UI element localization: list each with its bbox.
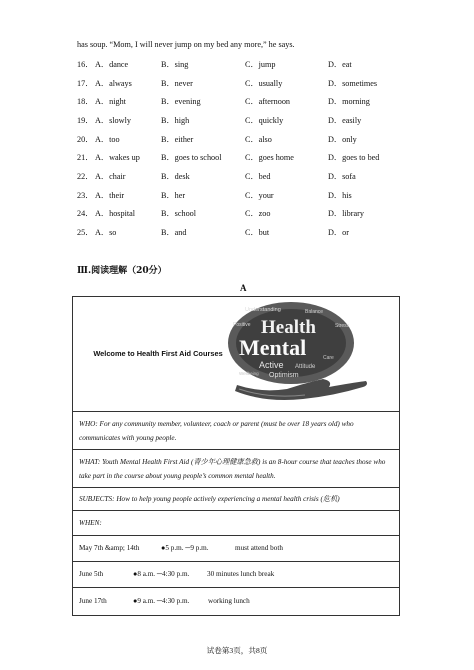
question-option-b: B．never: [161, 79, 193, 88]
question-option-a: A．slowly: [95, 116, 131, 125]
what-cell: WHAT: Youth Mental Health First Aid (青少年心理健康急救) is an 8-hour course that teaches those who take part in the course about young people’s common mental health.: [73, 450, 400, 488]
question-option-a: A．dance: [95, 60, 129, 69]
question-option-b: B．evening: [161, 97, 201, 106]
question-number: 17．: [77, 79, 94, 88]
question-option-c: C．afternoon: [245, 97, 291, 106]
question-option-c: C．also: [245, 135, 272, 144]
question-option-b: B．goes to school: [161, 153, 222, 162]
question-option-d: D．sometimes: [328, 79, 378, 88]
mental-health-word-cloud-image: [225, 299, 375, 409]
question-20: [77, 134, 407, 146]
question-option-a: A．their: [95, 191, 125, 200]
question-option-c: C．bed: [245, 172, 271, 181]
question-option-a: A．wakes up: [95, 153, 140, 162]
question-option-a: A．so: [95, 228, 117, 237]
question-option-b: B．her: [161, 191, 186, 200]
question-number: 18．: [77, 97, 94, 106]
schedule-time: ●5 p.m. ─9 p.m.: [161, 544, 209, 552]
question-option-a: A．too: [95, 135, 120, 144]
question-number: 19．: [77, 116, 94, 125]
question-option-a: 16．: [77, 60, 94, 69]
who-cell: WHO: For any community member, volunteer, coach or parent (must be over 18 years old) who communicates with young people.: [73, 412, 400, 450]
poster-cell: [73, 297, 400, 412]
schedule-row: [73, 588, 400, 616]
question-option-b: B．desk: [161, 172, 190, 181]
when-cell: WHEN:: [73, 511, 400, 536]
schedule-date: June 17th: [79, 597, 107, 605]
cloud-word-mental: Mental: [239, 335, 307, 360]
question-23: [77, 190, 407, 202]
course-poster-table: [72, 296, 400, 616]
question-option-c: C．goes home: [245, 153, 294, 162]
subjects-cell: SUBJECTS: How to help young people actively experiencing a mental health crisis (危机): [73, 488, 400, 511]
question-option-c: C．zoo: [245, 209, 271, 218]
cloud-word: Stress: [335, 323, 350, 329]
question-option-a: A．chair: [95, 172, 126, 181]
question-option-c: C．but: [245, 228, 270, 237]
question-19: [77, 115, 407, 127]
schedule-time: ●8 a.m. ─4:30 p.m.: [133, 570, 190, 578]
cloud-word: Balance: [305, 309, 324, 315]
question-option-b: B．sing: [161, 60, 189, 69]
question-24: [77, 208, 407, 220]
question-option-d: D．goes to bed: [328, 153, 380, 162]
question-option-d: D．easily: [328, 116, 362, 125]
schedule-date: June 5th: [79, 570, 104, 578]
question-option-c: C．jump: [245, 60, 276, 69]
question-option-d: D．eat: [328, 60, 352, 69]
cloud-word: Optimism: [269, 372, 299, 379]
cloud-word: Wellbeing: [239, 371, 259, 376]
question-option-d: D．sofa: [328, 172, 356, 181]
schedule-time: ●9 a.m. ─4:30 p.m.: [133, 597, 190, 605]
question-22: [77, 171, 407, 183]
question-number: 24．: [77, 209, 94, 218]
question-option-b: B．and: [161, 228, 187, 237]
schedule-row: [73, 562, 400, 588]
question-option-c: C．your: [245, 191, 274, 200]
question-option-a: A．always: [95, 79, 132, 88]
question-21: [77, 152, 407, 164]
cloud-word: Positive: [233, 322, 251, 328]
schedule-note: working lunch: [208, 597, 250, 605]
question-option-a: A．hospital: [95, 209, 136, 218]
cloud-word: Understanding: [245, 307, 281, 313]
question-option-d: D．morning: [328, 97, 370, 106]
question-option-b: B．either: [161, 135, 194, 144]
passage-intro-line: has soup. “Mom, I will never jump on my bed any more,” he says.: [77, 40, 295, 49]
question-option-d: D．only: [328, 135, 357, 144]
schedule-note: must attend both: [235, 544, 283, 552]
schedule-row: [73, 536, 400, 562]
page-footer: 试卷第3页，共8页: [206, 646, 268, 655]
cloud-word: Active: [259, 360, 284, 370]
question-option-d: D．or: [328, 228, 349, 237]
question-number: 25．: [77, 228, 94, 237]
question-25: [77, 227, 407, 239]
question-number: 23．: [77, 191, 94, 200]
question-option-d: D．his: [328, 191, 352, 200]
question-option-b: B．school: [161, 209, 197, 218]
question-18: [77, 96, 407, 108]
schedule-note: 30 minutes lunch break: [207, 570, 275, 578]
question-option-b: B．high: [161, 116, 190, 125]
question-number: 21．: [77, 153, 94, 162]
schedule-date: May 7th &amp; 14th: [79, 544, 140, 552]
welcome-heading: Welcome to Health First Aid Courses: [93, 349, 223, 358]
question-option-c: C．usually: [245, 79, 283, 88]
passage-label: A: [240, 283, 247, 293]
question-option-a: A．night: [95, 97, 126, 106]
question-number: 20．: [77, 135, 94, 144]
question-17: [77, 78, 407, 90]
question-option-c: C．quickly: [245, 116, 284, 125]
cloud-word: Care: [323, 355, 334, 361]
question-number: 22．: [77, 172, 94, 181]
question-option-d: D．library: [328, 209, 364, 218]
question-16: [77, 59, 407, 71]
cloud-word-health: Health: [261, 317, 316, 338]
section-heading: Ⅲ.阅读理解（20分）: [77, 266, 167, 276]
cloud-word: Attitude: [295, 364, 316, 370]
